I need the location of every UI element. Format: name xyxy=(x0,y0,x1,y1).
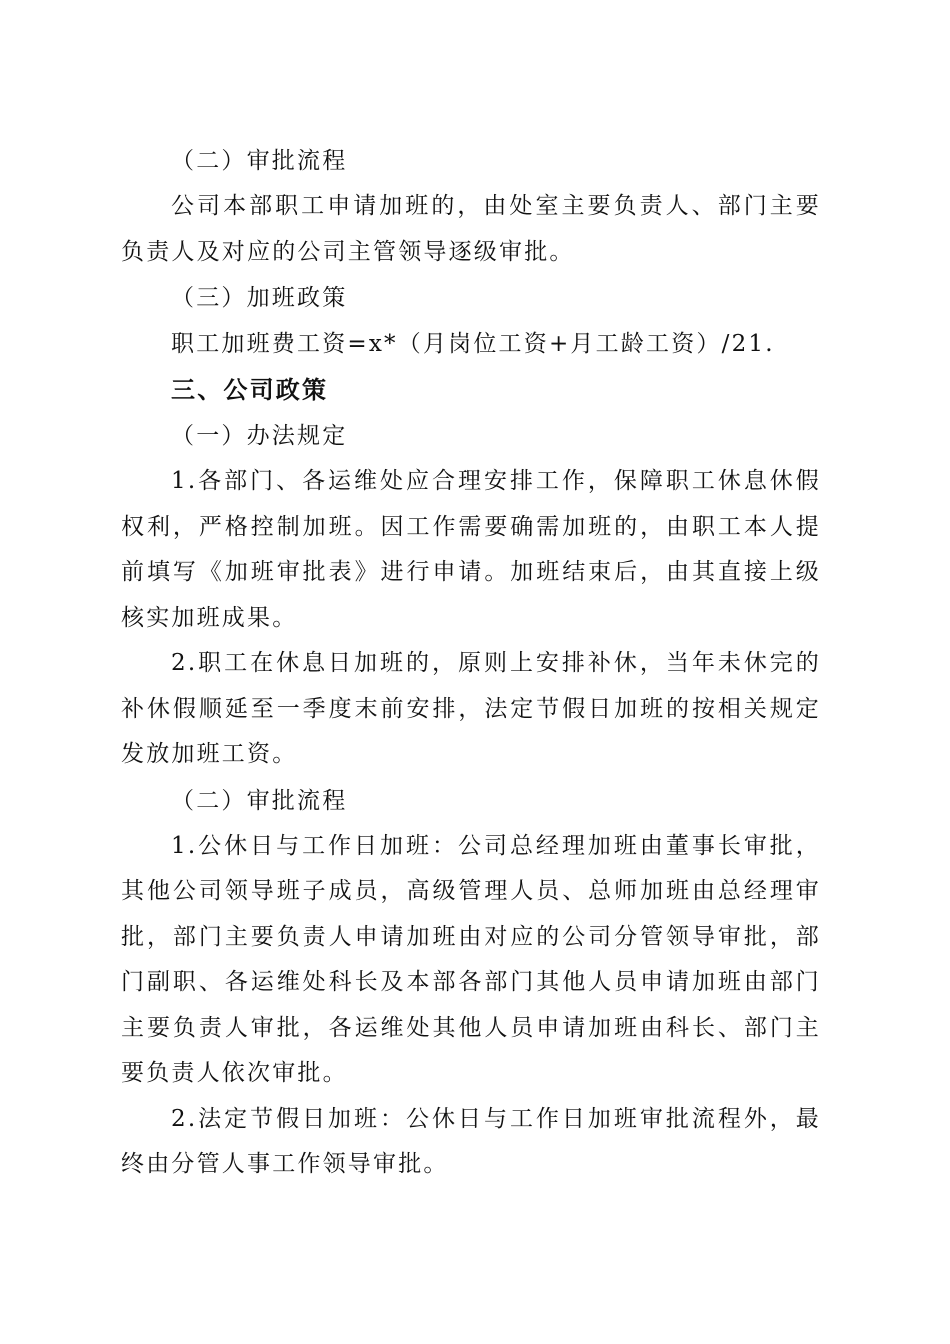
approval-flow-item-2: 2.法定节假日加班：公休日与工作日加班审批流程外，最终由分管人事工作领导审批。 xyxy=(121,1105,821,1177)
section-heading-company-policy: 三、公司政策 xyxy=(171,376,329,404)
subsection-heading-approval-flow: （二）审批流程 xyxy=(171,787,348,814)
document-body xyxy=(121,138,821,1188)
approval-flow-item-1: 1.公休日与工作日加班：公司总经理加班由董事长审批，其他公司领导班子成员，高级管理人员、总师加班由总经理审批，部门主要负责人申请加班由对应的公司分管领导审批，部门副职、各运维处科长及本部各部门其他人员申请加班由部门主要负责人审批，各运维处其他人员申请加班由科长、部门主要负责人依次审批。 xyxy=(121,832,821,1086)
subsection-heading-approval-process: （二）审批流程 xyxy=(171,148,348,174)
rules-item-2: 2.职工在休息日加班的，原则上安排补休，当年未休完的补休假顺延至一季度末前安排，法定节假日加班的按相关规定发放加班工资。 xyxy=(121,650,821,767)
subsection-heading-overtime-policy: （三）加班政策 xyxy=(171,285,348,311)
paragraph-approval-process: 公司本部职工申请加班的，由处室主要负责人、部门主要负责人及对应的公司主管领导逐级审批。 xyxy=(121,193,821,265)
overtime-pay-formula: 职工加班费工资=x*（月岗位工资+月工龄工资）/21. xyxy=(171,331,775,357)
subsection-heading-rules: （一）办法规定 xyxy=(171,423,348,449)
rules-item-1: 1.各部门、各运维处应合理安排工作，保障职工休息休假权利，严格控制加班。因工作需要确需加班的，由职工本人提前填写《加班审批表》进行申请。加班结束后，由其直接上级核实加班成果。 xyxy=(121,468,821,631)
